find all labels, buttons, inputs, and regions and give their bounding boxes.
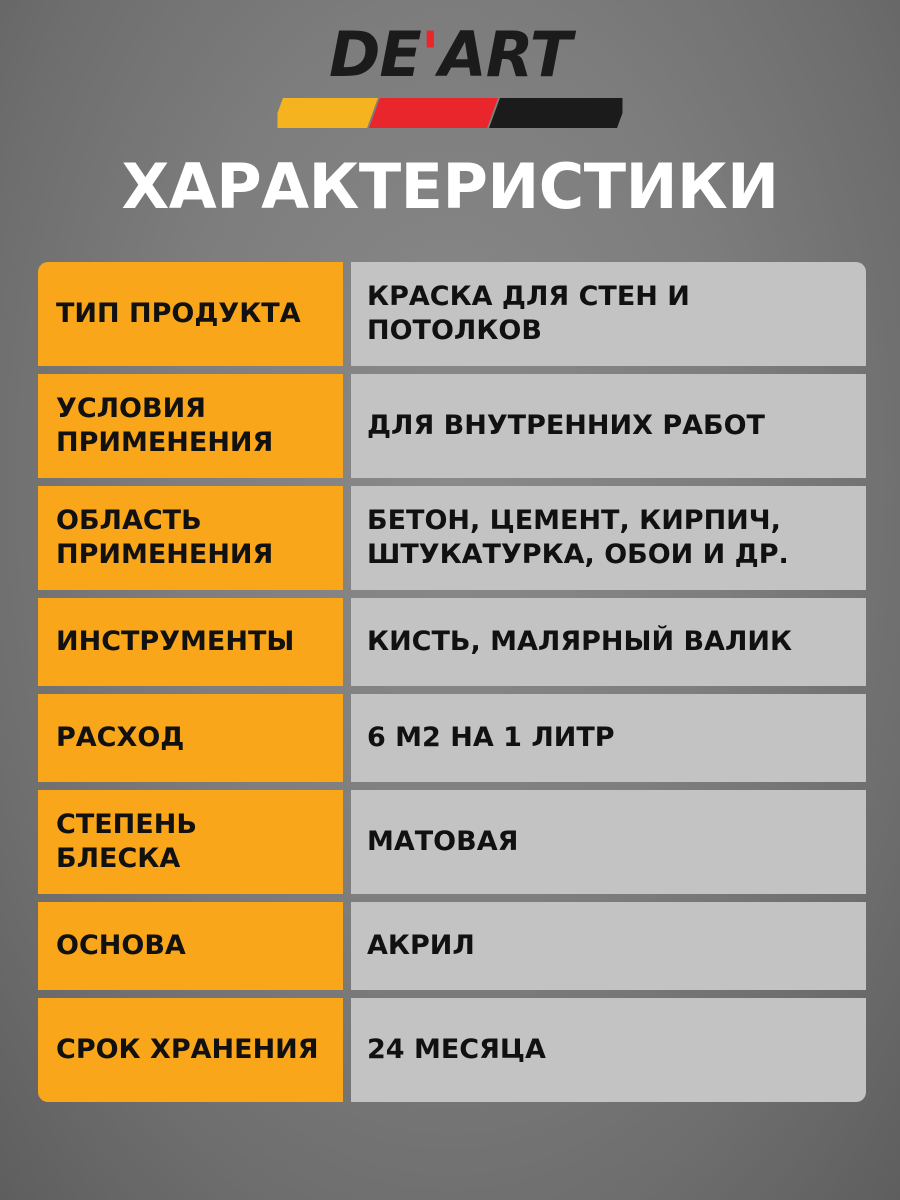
brand-logo-apostrophe: '	[420, 18, 439, 91]
spec-label: ТИП ПРОДУКТА	[38, 262, 343, 366]
specifications-table	[38, 262, 866, 1102]
spec-label: СРОК ХРАНЕНИЯ	[38, 998, 343, 1102]
brand-logo-text	[278, 18, 623, 91]
stripe-black-icon	[489, 98, 622, 128]
table-row	[38, 598, 866, 686]
table-row	[38, 262, 866, 366]
spec-label: ОБЛАСТЬ ПРИМЕНЕНИЯ	[38, 486, 343, 590]
spec-value: МАТОВАЯ	[351, 790, 866, 894]
spec-value: ДЛЯ ВНУТРЕННИХ РАБОТ	[351, 374, 866, 478]
table-row	[38, 998, 866, 1102]
stripe-red-icon	[369, 98, 498, 128]
brand-logo-text-part1: DE	[328, 18, 421, 91]
spec-value: КРАСКА ДЛЯ СТЕН И ПОТОЛКОВ	[351, 262, 866, 366]
spec-value: 6 М2 НА 1 ЛИТР	[351, 694, 866, 782]
brand-logo-stripes	[278, 98, 623, 128]
spec-label: ИНСТРУМЕНТЫ	[38, 598, 343, 686]
table-row	[38, 374, 866, 478]
spec-label: ОСНОВА	[38, 902, 343, 990]
spec-value: КИСТЬ, МАЛЯРНЫЙ ВАЛИК	[351, 598, 866, 686]
stripe-yellow-icon	[278, 98, 378, 128]
page-title: ХАРАКТЕРИСТИКИ	[121, 150, 779, 223]
spec-value: 24 МЕСЯЦА	[351, 998, 866, 1102]
spec-label: УСЛОВИЯ ПРИМЕНЕНИЯ	[38, 374, 343, 478]
brand-logo-text-part2: ART	[438, 18, 572, 91]
table-row	[38, 694, 866, 782]
spec-value: АКРИЛ	[351, 902, 866, 990]
table-row	[38, 902, 866, 990]
brand-logo	[278, 18, 623, 128]
spec-value: БЕТОН, ЦЕМЕНТ, КИРПИЧ, ШТУКАТУРКА, ОБОИ И ДР.	[351, 486, 866, 590]
table-row	[38, 486, 866, 590]
spec-label: СТЕПЕНЬ БЛЕСКА	[38, 790, 343, 894]
table-row	[38, 790, 866, 894]
spec-label: РАСХОД	[38, 694, 343, 782]
